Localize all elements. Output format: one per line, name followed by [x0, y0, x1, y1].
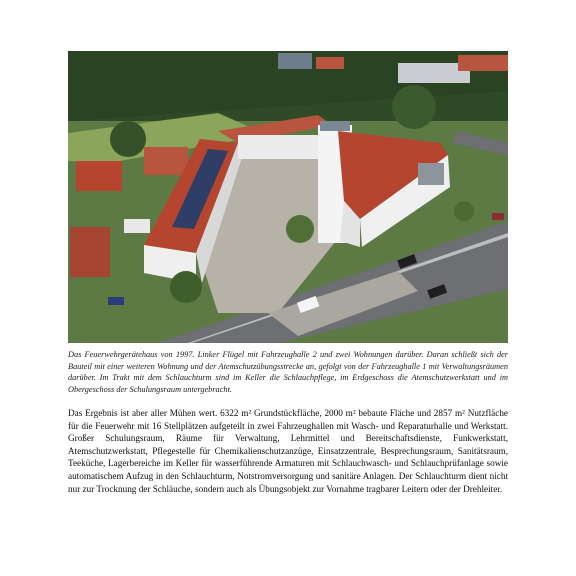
photo-caption: Das Feuerwehrgerätehaus von 1997. Linker Flügel mit Fahrzeughalle 2 und zwei Wohnungen darüber. Daran schließt sich der Bauteil mit einer weiteren Wohnung und der Atemschutzübungsstrecke an, gefolgt von der Fahrzeughalle 1 mit Verwaltungsräumen darüber. Im Trakt mit dem Schlauchturm sind im Keller die Schlauchpflege, im Erdgeschoss die Atemschutzwerkstatt und im Obergeschoss der Schulungsraum untergebracht. [68, 350, 508, 394]
body-paragraph: Das Ergebnis ist aber aller Mühen wert. 6322 m² Grundstückfläche, 2000 m² bebaute Fläche und 2857 m² Nutzfläche für die Feuerwehr mit 16 Stellplätzen aufgeteilt in zwei Fahrzeughallen mit Wasch- und Reparaturhalle und Werkstatt. Großer Schulungsraum, Räume für Verwaltung, Lehrmittel und Bereitschaftsdienste, Funkwerkstatt, Atemschutzwerkstatt, Pflegestelle für Chemikalienschutzanzüge, Einsatzzentrale, Besprechungsraum, Sanitätsraum, Teeküche, Lagerbereiche im Keller für wasserführende Armaturen mit Schlauchwasch- und Schlauchprüfanlage sowie automatischem Aufzug in den Schlauchturm, Notstromversorgung und sanitäre Anlagen. Der Schlauchturm dient nicht nur zur Trocknung der Schläuche, sondern auch als Übungsobjekt zur Vornahme tragbarer Leitern oder der Drehleiter. [68, 408, 508, 494]
fire-station-aerial-photo [68, 51, 508, 343]
